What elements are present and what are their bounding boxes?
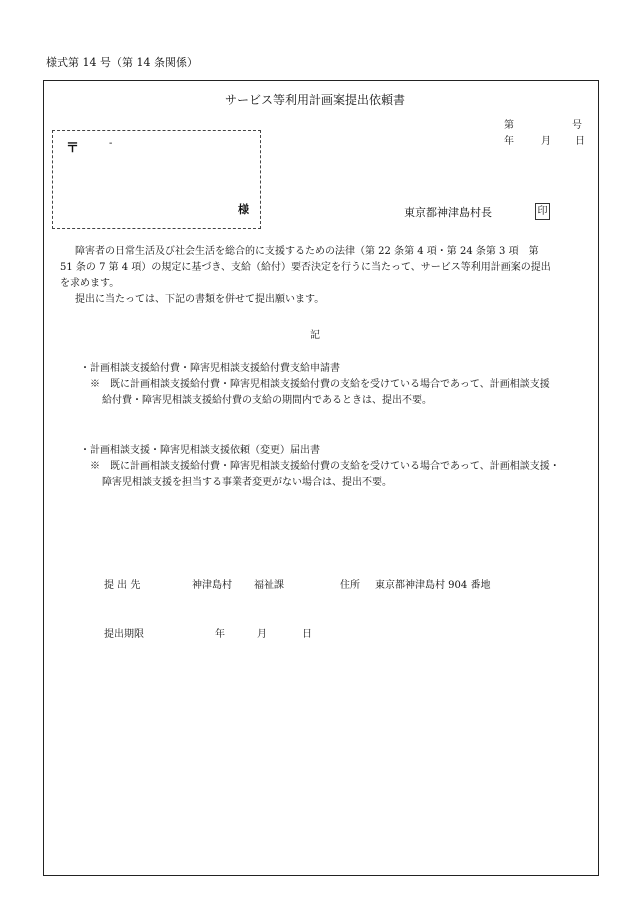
intro-line-2: 51 条の 7 第 4 項）の規定に基づき、支給（給付）要否決定を行うに当たって、サービス等利用計画案の提出 <box>60 262 551 273</box>
document-title: サービス等利用計画案提出依頼書 <box>224 93 405 107</box>
intro-line-4: 提出に当たっては、下記の書類を併せて提出願います。 <box>75 294 325 305</box>
doc-number-suffix: 号 <box>572 120 582 131</box>
ki-heading: 記 <box>310 330 320 341</box>
submit-address: 東京都神津島村 904 番地 <box>375 580 491 591</box>
submit-address-label: 住所 <box>340 580 360 591</box>
postal-dash: - <box>109 138 113 149</box>
address-box <box>52 130 261 229</box>
date-year: 年 <box>504 136 514 147</box>
deadline-day: 日 <box>302 629 312 640</box>
deadline-year: 年 <box>215 629 225 640</box>
deadline-label: 提出期限 <box>104 629 144 640</box>
intro-line-3: を求めます。 <box>60 278 120 289</box>
submit-to-label: 提 出 先 <box>104 580 141 591</box>
issuer-name: 東京都神津島村長 <box>404 206 492 219</box>
doc-number-prefix: 第 <box>504 120 514 131</box>
submit-office: 神津島村 <box>192 580 232 591</box>
deadline-month: 月 <box>257 629 267 640</box>
honorific-sama: 様 <box>238 203 249 216</box>
item-1-title: ・計画相談支援給付費・障害児相談支援給付費支給申請書 <box>80 363 340 374</box>
item-2-note-line-1: ※ 既に計画相談支援給付費・障害児相談支援給付費の支給を受けている場合であって、計画相談支援・ <box>90 461 560 472</box>
item-1-note-line-1: ※ 既に計画相談支援給付費・障害児相談支援給付費の支給を受けている場合であって、計画相談支援 <box>90 379 550 390</box>
form-label: 様式第 14 号（第 14 条関係） <box>46 56 198 69</box>
seal-mark: 印 <box>535 203 550 220</box>
postal-mark: 〒 <box>66 141 80 156</box>
date-month: 月 <box>541 136 551 147</box>
submit-department: 福祉課 <box>254 580 284 591</box>
item-2-note-line-2: 障害児相談支援を担当する事業者変更がない場合は、提出不要。 <box>102 477 392 488</box>
date-day: 日 <box>575 136 585 147</box>
item-1-note-line-2: 給付費・障害児相談支援給付費の支給の期間内であるときは、提出不要。 <box>102 395 432 406</box>
item-2-title: ・計画相談支援・障害児相談支援依頼（変更）届出書 <box>80 445 320 456</box>
intro-line-1: 障害者の日常生活及び社会生活を総合的に支援するための法律（第 22 条第 4 項・第 24 条第 3 項 第 <box>75 246 539 257</box>
